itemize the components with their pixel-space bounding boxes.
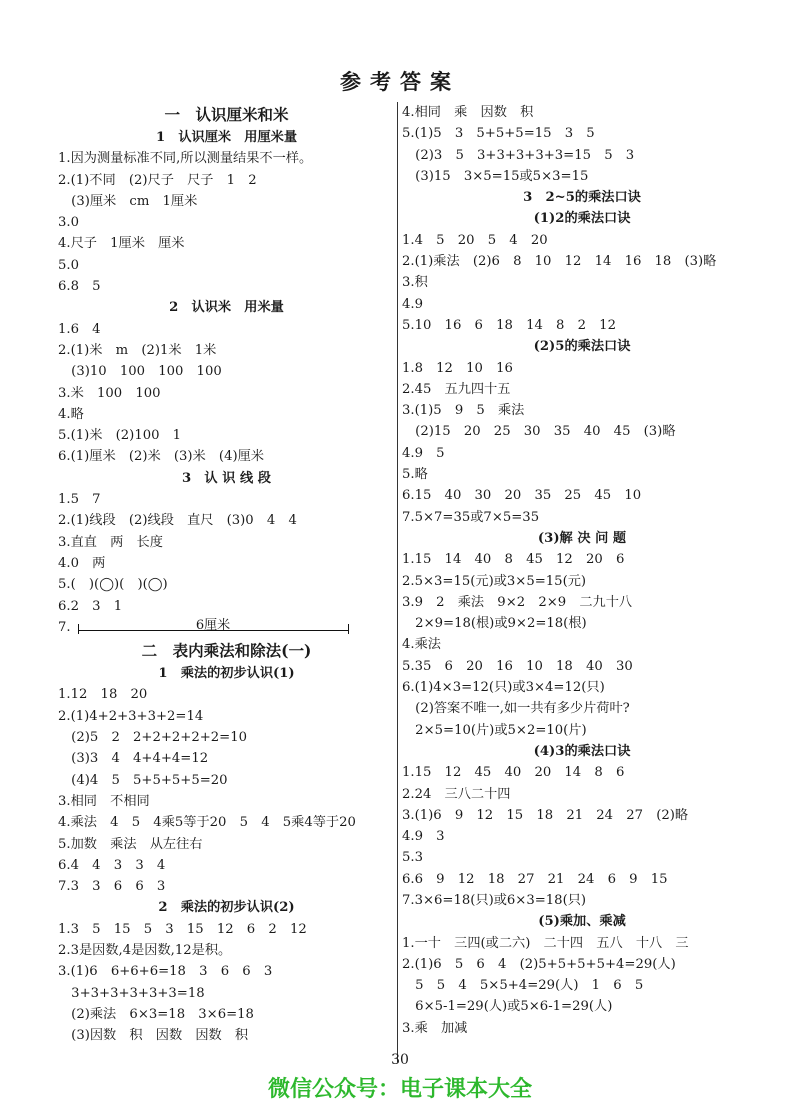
- answer-line: (2)3 5 3+3+3+3+3=15 5 3: [402, 147, 635, 163]
- answer-line: (3)15 3×5=15或5×3=15: [402, 168, 589, 184]
- answer-line: 6.(1)4×3=12(只)或3×4=12(只): [402, 680, 605, 696]
- answer-line: 2.45 五九四十五: [402, 381, 511, 397]
- answer-line: 3.(1)6 6+6+6=18 3 6 6 3: [58, 964, 273, 980]
- section-heading: 一 认识厘米和米: [164, 105, 289, 124]
- answer-line: 5.3: [402, 850, 423, 866]
- answer-line: 6.8 5: [58, 279, 101, 295]
- answer-line: 7.3 3 6 6 3: [58, 879, 166, 895]
- section-heading: 二 表内乘法和除法(一): [141, 641, 312, 661]
- answer-line: (2)答案不唯一,如一共有多少片荷叶?: [402, 701, 630, 717]
- answer-line: 1.15 14 40 8 45 12 20 6: [402, 552, 625, 568]
- answer-line: 1.15 12 45 40 20 14 8 6: [402, 765, 625, 781]
- answer-line: 5.加数 乘法 从左往右: [58, 836, 203, 852]
- answer-line: 4.略: [58, 406, 84, 422]
- subsection-heading: (3)解 决 问 题: [537, 530, 627, 546]
- segment-length-label: 6厘米: [195, 617, 231, 633]
- right-column: [402, 102, 762, 1039]
- answer-line: 6.(1)厘米 (2)米 (3)米 (4)厘米: [58, 449, 264, 465]
- answer-line: 3+3+3+3+3+3=18: [58, 985, 205, 1001]
- answer-line: (2)15 20 25 30 35 40 45 (3)略: [402, 424, 676, 440]
- answer-line: 3.米 100 100: [58, 385, 161, 401]
- subsection-heading: 2 认识米 用米量: [169, 300, 284, 316]
- answer-line: 5.0: [58, 257, 79, 273]
- answer-line: 4.相同 乘 因数 积: [402, 105, 534, 120]
- subsection-heading: 3 认 识 线 段: [182, 470, 271, 486]
- subsection-heading: 3 2~5的乘法口诀: [523, 190, 641, 206]
- column-divider: [397, 102, 398, 1062]
- answer-line: 6×5-1=29(人)或5×6-1=29(人): [402, 999, 613, 1015]
- answer-line: 1.一十 三四(或二六) 二十四 五八 十八 三: [402, 935, 689, 951]
- answer-line: 3.积: [402, 275, 428, 291]
- answer-line: 1.5 7: [58, 492, 101, 508]
- answer-line: 2.(1)6 5 6 4 (2)5+5+5+5+4=29(人): [402, 956, 676, 972]
- answer-line: 4.9 3: [402, 829, 445, 845]
- subsection-heading: (5)乘加、乘减: [538, 914, 626, 930]
- subsection-heading: 1 认识厘米 用厘米量: [155, 130, 298, 145]
- page-title: 参考答案: [340, 69, 460, 94]
- answer-line: 3.相同 不相同: [58, 793, 150, 809]
- answer-line: 2.(1)米 m (2)1米 1米: [58, 342, 217, 358]
- answer-line: 2.(1)不同 (2)尺子 尺子 1 2: [58, 172, 257, 188]
- answer-line: 6.4 4 3 3 4: [58, 857, 166, 873]
- answer-line: 2×9=18(根)或9×2=18(根): [402, 616, 587, 632]
- subsection-heading: (2)5的乘法口诀: [533, 339, 631, 355]
- left-column: [58, 102, 395, 1046]
- answer-line: 3.0: [58, 215, 79, 231]
- answer-line: 4.尺子 1厘米 厘米: [58, 236, 185, 252]
- answer-line: (2)乘法 6×3=18 3×6=18: [58, 1006, 254, 1022]
- subsection-heading: 1 乘法的初步认识(1): [158, 666, 295, 682]
- answer-line: 1.4 5 20 5 4 20: [402, 232, 548, 248]
- footer-watermark: 微信公众号：电子课本大全: [267, 1077, 532, 1102]
- answer-line: 3.9 2 乘法 9×2 2×9 二九十八: [402, 594, 633, 610]
- answer-line: 7.5×7=35或7×5=35: [402, 509, 540, 525]
- answer-line: 5 5 4 5×5+4=29(人) 1 6 5: [402, 978, 644, 994]
- answer-line: (3)厘米 cm 1厘米: [58, 193, 198, 209]
- answer-line: (3)因数 积 因数 因数 积: [58, 1028, 249, 1044]
- answer-line: 1.6 4: [58, 321, 101, 337]
- answer-line: 4.9: [402, 296, 423, 312]
- answer-line: 5.(1)米 (2)100 1: [58, 428, 182, 444]
- answer-line: (2)5 2 2+2+2+2+2=10: [58, 730, 248, 746]
- answer-line: 6.6 9 12 18 27 21 24 6 9 15: [402, 871, 668, 887]
- answer-line: 2.24 三八二十四: [402, 786, 511, 802]
- answer-line: 2×5=10(片)或5×2=10(片): [402, 722, 587, 738]
- answer-line: 3.(1)6 9 12 15 18 21 24 27 (2)略: [402, 807, 689, 823]
- answer-line: 2.5×3=15(元)或3×5=15(元): [402, 573, 587, 589]
- subsection-heading: (4)3的乘法口诀: [533, 743, 631, 759]
- answer-line: 5.略: [402, 467, 428, 483]
- answer-line: 6.15 40 30 20 35 25 45 10: [402, 488, 642, 504]
- page-number: 30: [391, 1052, 409, 1068]
- answer-line: 4.乘法 4 5 4乘5等于20 5 4 5乘4等于20: [58, 815, 356, 831]
- answer-line: 3.乘 加减: [402, 1020, 468, 1036]
- segment-end-tick: [348, 624, 349, 634]
- answer-line: 3.(1)5 9 5 乘法: [402, 403, 525, 419]
- answer-line: 3.直直 两 长度: [58, 534, 163, 550]
- answer-line: 2.(1)线段 (2)线段 直尺 (3)0 4 4: [58, 513, 297, 529]
- answer-line: (3)3 4 4+4+4=12: [58, 751, 209, 767]
- answer-line: 7.3×6=18(只)或6×3=18(只): [402, 892, 587, 908]
- answer-line: 1.3 5 15 5 3 15 12 6 2 12: [58, 921, 307, 937]
- answer-line: 2.(1)4+2+3+3+2=14: [58, 708, 204, 724]
- answer-line: 1.因为测量标准不同,所以测量结果不一样。: [58, 151, 313, 167]
- answer-line: 2.(1)乘法 (2)6 8 10 12 14 16 18 (3)略: [402, 254, 717, 270]
- answer-line: 1.12 18 20: [58, 687, 148, 703]
- subsection-heading: 2 乘法的初步认识(2): [158, 900, 295, 916]
- answer-line: 4.0 两: [58, 555, 106, 571]
- subsection-heading: (1)2的乘法口诀: [533, 211, 631, 227]
- answer-line: 5.(1)5 3 5+5+5=15 3 5: [402, 126, 595, 142]
- answer-line: 6.2 3 1: [58, 598, 123, 614]
- answer-line: 1.8 12 10 16: [402, 360, 513, 376]
- answer-line: (4)4 5 5+5+5+5=20: [58, 772, 228, 788]
- line-segment-answer: [58, 617, 395, 638]
- answer-line: 5.35 6 20 16 10 18 40 30: [402, 658, 633, 674]
- answer-line: 4.乘法: [402, 637, 441, 653]
- answer-line: 2.3是因数,4是因数,12是积。: [58, 942, 232, 958]
- answer-number: 7.: [58, 619, 71, 635]
- answer-line: 5.( )(◯)( )(◯): [58, 577, 168, 593]
- answer-line: (3)10 100 100 100: [58, 364, 222, 380]
- answer-line: 5.10 16 6 18 14 8 2 12: [402, 317, 616, 333]
- answer-line: 4.9 5: [402, 445, 445, 461]
